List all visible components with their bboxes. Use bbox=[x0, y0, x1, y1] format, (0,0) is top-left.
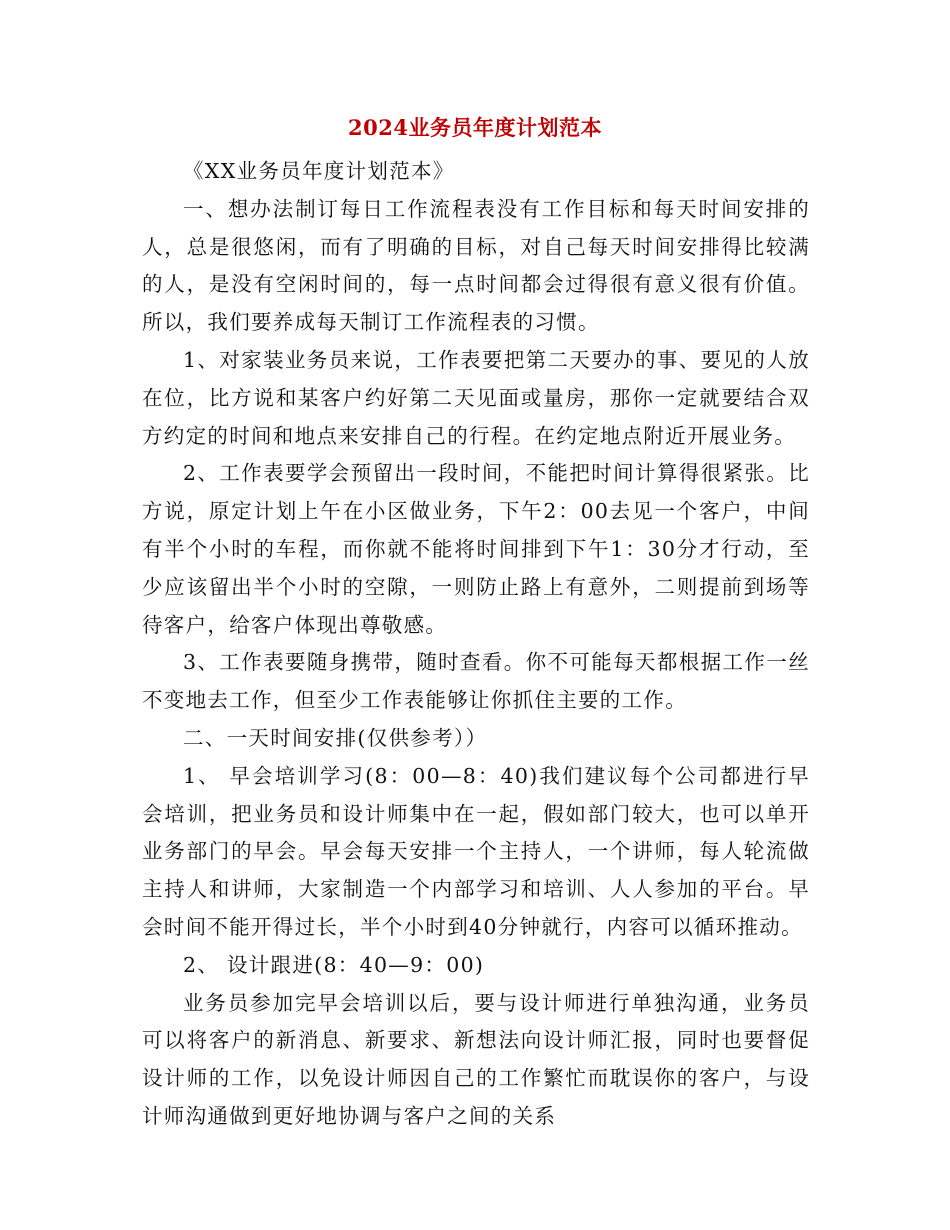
paragraph-section-2: 二、一天时间安排(仅供参考）） bbox=[183, 725, 488, 750]
document-body bbox=[142, 153, 810, 1136]
paragraph-item-3: 3、工作表要随身携带，随时查看。你不可能每天都根据工作一丝不变地去工作，但至少工作表能够让你抓住主要的工作。 bbox=[142, 650, 810, 713]
paragraph-design-followup: 业务员参加完早会培训以后，要与设计师进行单独沟通，业务员可以将客户的新消息、新要求、新想法向设计师汇报，同时也要督促设计师的工作，以免设计师因自己的工作繁忙而耽误你的客户，与设计师沟通做到更好地协调与客户之间的关系 bbox=[142, 990, 810, 1128]
paragraph-section-1: 一、想办法制订每日工作流程表没有工作目标和每天时间安排的人，总是很悠闲，而有了明确的目标，对自己每天时间安排得比较满的人，是没有空闲时间的，每一点时间都会过得很有意义很有价值。所以，我们要养成每天制订工作流程表的习惯。 bbox=[142, 196, 810, 335]
paragraph-item-1: 1、对家装业务员来说，工作表要把第二天要办的事、要见的人放在位，比方说和某客户约好第二天见面或量房，那你一定就要结合双方约定的时间和地点来安排自己的行程。在约定地点附近开展业务。 bbox=[142, 347, 810, 448]
paragraph-schedule-1: 1、 早会培训学习(8：00—8：40)我们建议每个公司都进行早会培训，把业务员和设计师集中在一起，假如部门较大，也可以单开业务部门的早会。早会每天安排一个主持人，一个讲师，每人轮流做主持人和讲师，大家制造一个内部学习和培训、人人参加的平台。早会时间不能开得过长，半个小时到40分钟就行，内容可以循环推动。 bbox=[142, 763, 810, 939]
paragraph-subtitle: 《XX业务员年度计划范本》 bbox=[183, 159, 455, 183]
document-title: 2024业务员年度计划范本 bbox=[348, 115, 602, 140]
paragraph-item-2: 2、工作表要学会预留出一段时间，不能把时间计算得很紧张。比方说，原定计划上午在小区做业务，下午2：00去见一个客户，中间有半个小时的车程，而你就不能将时间排到下午1：30分才行动，至少应该留出半个小时的空隙，一则防止路上有意外，二则提前到场等待客户，给客户体现出尊敬感。 bbox=[142, 461, 810, 637]
paragraph-schedule-2: 2、 设计跟进(8：40—9：00) bbox=[183, 952, 485, 977]
